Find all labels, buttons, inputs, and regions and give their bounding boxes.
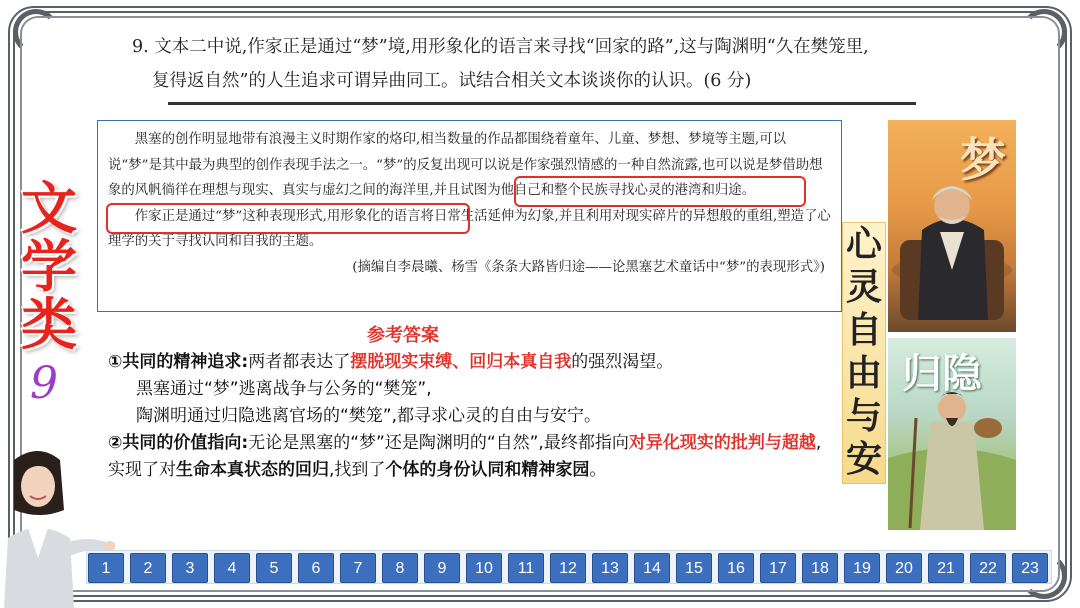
page-button-12[interactable]: 12 [550, 553, 586, 583]
page-button-7[interactable]: 7 [340, 553, 376, 583]
side-title-char: 学 [21, 234, 77, 300]
question-line-1: 9. 文本二中说,作家正是通过“梦”境,用形象化的语言来寻找“回家的路”,这与陶渊明“久在樊笼里, [132, 37, 869, 57]
answer-label: ②共同的价值指向: [108, 433, 249, 453]
page-button-15[interactable]: 15 [676, 553, 712, 583]
passage-source: (摘编自李晨曦、杨雪《条条大路皆归途——论黑塞艺术童话中“梦”的表现形式》) [352, 259, 825, 275]
page-button-9[interactable]: 9 [424, 553, 460, 583]
answer-text: 无论是黑塞的“梦”还是陶渊明的“自然”,最终都指向 [248, 433, 629, 453]
page-button-2[interactable]: 2 [130, 553, 166, 583]
answer-label: ①共同的精神追求: [108, 352, 249, 372]
poem-char: 自 [845, 309, 882, 351]
page-button-22[interactable]: 22 [970, 553, 1006, 583]
side-number: 9 [30, 358, 58, 409]
passage-paragraph-2: 作家正是通过“梦”这种表现形式,用形象化的语言将日常生活延伸为幻象,并且利用对现实碎片的异想般的重组,塑造了心理学的关于寻找认同和自我的主题。 [108, 208, 831, 249]
page-button-23[interactable]: 23 [1012, 553, 1048, 583]
side-title-char: 文 [21, 176, 77, 242]
answer-text: 两者都表达了 [248, 352, 351, 372]
poem-char: 灵 [845, 266, 882, 308]
answer-bold: 个体的身份认同和精神家园 [385, 460, 590, 480]
question-line-2: 复得返自然”的人生追求可谓异曲同工。试结合相关文本谈谈你的认识。(6 分) [152, 71, 752, 91]
page-button-16[interactable]: 16 [718, 553, 754, 583]
answer-section [108, 322, 828, 484]
page-button-20[interactable]: 20 [886, 553, 922, 583]
page-button-19[interactable]: 19 [844, 553, 880, 583]
question-divider [168, 102, 916, 105]
poem-column [842, 222, 886, 484]
answer-text: ,找到了 [329, 460, 386, 480]
page-button-13[interactable]: 13 [592, 553, 628, 583]
image-caption-dream: 梦 [960, 133, 1006, 187]
poem-char: 与 [845, 395, 882, 437]
answer-bold: 生命本真状态的回归 [176, 460, 329, 480]
passage-paragraph-1: 黑塞的创作明显地带有浪漫主义时期作家的烙印,相当数量的作品都围绕着童年、儿童、梦想、梦境等主题,可以说“梦”是其中最为典型的创作表现手法之一。“梦”的反复出现可以说是作家强烈情感的一种自然流露,也可以说是梦借助想象的风帆徜徉在理想与现实、真实与虚幻之间的海洋里,并且试图为他自己和整个民族寻找心灵的港湾和归途。 [108, 132, 823, 198]
answer-item-1 [108, 349, 828, 376]
poem-char: 心 [845, 223, 882, 265]
page-button-4[interactable]: 4 [214, 553, 250, 583]
answer-text: 的强烈渴望。 [571, 352, 674, 372]
answer-line-3: 陶渊明通过归隐逃离官场的“樊笼”,都寻求心灵的自由与安宁。 [136, 406, 602, 426]
page-button-11[interactable]: 11 [508, 553, 544, 583]
page-button-3[interactable]: 3 [172, 553, 208, 583]
illustration-dreamer [888, 120, 1016, 332]
page-button-14[interactable]: 14 [634, 553, 670, 583]
answer-highlight: 对异化现实的批判与超越 [628, 433, 816, 453]
page-button-8[interactable]: 8 [382, 553, 418, 583]
answer-text: ,实现了对 [108, 433, 822, 480]
answer-line-2: 黑塞通过“梦”逃离战争与公务的“樊笼”, [136, 379, 432, 399]
answer-heading: 参考答案 [367, 325, 439, 346]
page-button-6[interactable]: 6 [298, 553, 334, 583]
poem-char: 安 [845, 438, 882, 480]
page-button-18[interactable]: 18 [802, 553, 838, 583]
poem-char: 由 [845, 352, 882, 394]
highlight-box [106, 203, 470, 234]
answer-highlight: 摆脱现实束缚、回归本真自我 [350, 352, 572, 372]
answer-item-2 [108, 430, 828, 484]
image-caption-reclusion: 归隐 [902, 350, 982, 397]
answer-text: 。 [589, 460, 607, 480]
illustration-recluse [888, 338, 1016, 530]
page-button-10[interactable]: 10 [466, 553, 502, 583]
page-button-21[interactable]: 21 [928, 553, 964, 583]
question-text [132, 30, 932, 98]
side-title [20, 176, 78, 358]
page-button-1[interactable]: 1 [88, 553, 124, 583]
page-button-5[interactable]: 5 [256, 553, 292, 583]
side-title-char: 类 [21, 292, 77, 358]
page-button-17[interactable]: 17 [760, 553, 796, 583]
highlight-box [514, 176, 806, 207]
